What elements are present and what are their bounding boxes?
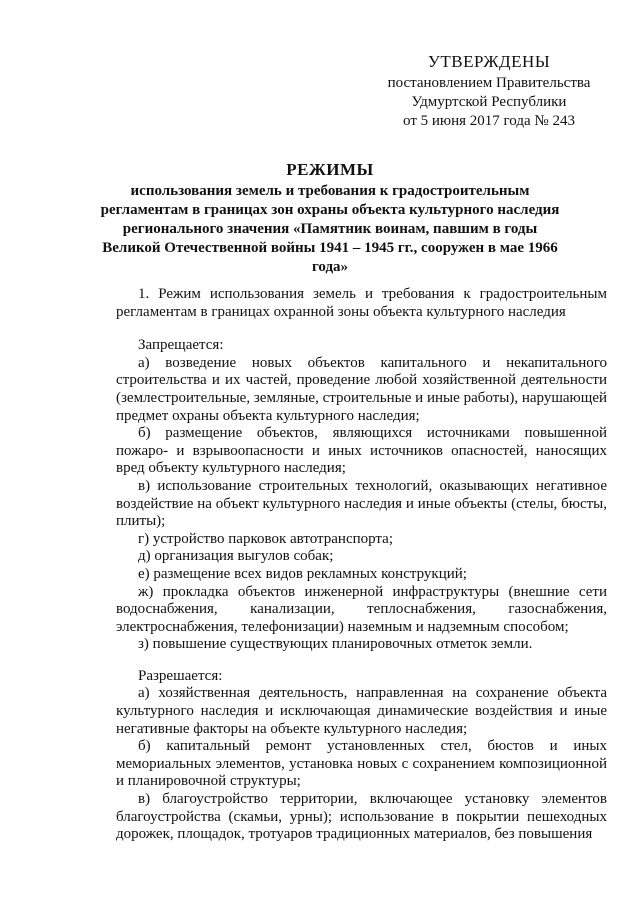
document-title: РЕЖИМЫ: [286, 160, 374, 179]
prohibited-item: з) повышение существующих планировочных отметок земли.: [138, 636, 533, 653]
prohibited-label: Запрещается:: [138, 337, 224, 354]
approval-line: от 5 июня 2017 года № 243: [403, 113, 575, 129]
allowed-item: а) хозяйственная деятельность, направленная на сохранение объекта культурного наследия и исключающая динамические воздействия и иные негативные факторы на объекте культурного наследия;: [116, 685, 607, 737]
approval-line: Удмуртской Республики: [411, 94, 567, 110]
prohibited-item: в) использование строительных технологий, оказывающих негативное воздействие на объект культурного наследия и иные объекты (стелы, бюсты, плиты);: [116, 477, 607, 530]
document-subtitle: использования земель и требования к градостроительным регламентам в границах зон охраны объекта культурного наследия регионального значения «Памятник воинам, павшим в годы Великой Отечественной войны 1941 – 1945 гг., сооружен в мае 1966 года»: [100, 183, 560, 275]
prohibited-item: ж) прокладка объектов инженерной инфраструктуры (внешние сети водоснабжения, канализации, теплоснабжения, газоснабжения, электроснабжения, телефонизации) наземным и надземным способом;: [116, 583, 607, 635]
spacer: [116, 654, 607, 668]
allowed-item: в) благоустройство территории, включающее установку элементов благоустройства (скамьи, урны); использование в покрытии пешеходных дорожек, площадок, тротуаров традиционных материалов, без повышения: [116, 791, 607, 843]
allowed-label: Разрешается:: [138, 667, 223, 684]
allowed-item: б) капитальный ремонт установленных стел, бюстов и иных мемориальных элементов, установка новых с сохранением композиционной и планировочной структуры;: [116, 738, 607, 790]
prohibited-item: е) размещение всех видов рекламных конструкций;: [138, 565, 467, 582]
prohibited-item: а) возведение новых объектов капитального и некапитального строительства и их частей, проведение любой хозяйственной деятельности (землестроительные, земляные, строительные и иные работы), нарушающей предмет охраны объекта культурного наследия;: [116, 354, 607, 424]
section-heading: 1. Режим использования земель и требования к градостроительным регламентам в границах охранной зоны объекта культурного наследия: [116, 286, 607, 320]
prohibited-item: д) организация выгулов собак;: [138, 548, 334, 565]
document-body: [116, 286, 607, 844]
prohibited-item: б) размещение объектов, являющихся источниками повышенной пожаро- и взрывоопасности и иных источников опасностей, наносящих вред объекту культурного наследия;: [116, 425, 607, 477]
document-title-block: [100, 160, 560, 277]
approval-line: постановлением Правительства: [387, 75, 591, 91]
prohibited-item: г) устройство парковок автотранспорта;: [138, 530, 393, 547]
approval-heading: УТВЕРЖДЕНЫ: [427, 52, 551, 71]
approval-block: [384, 52, 594, 131]
